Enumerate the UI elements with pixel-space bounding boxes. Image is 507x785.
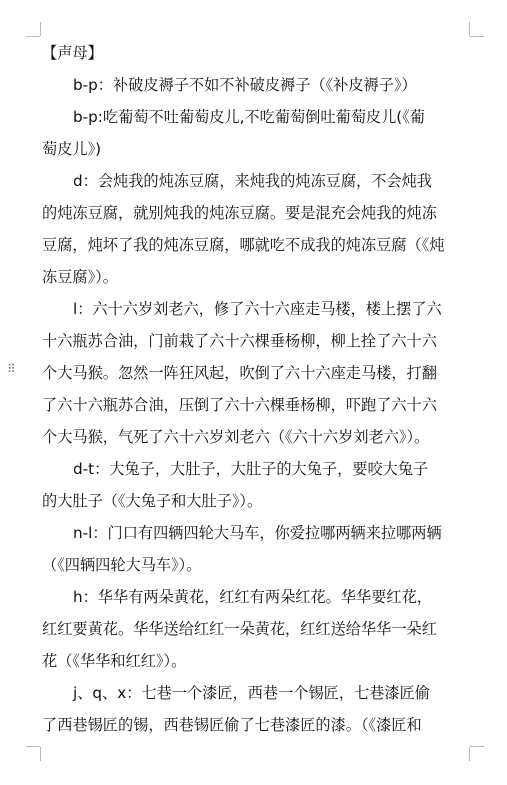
text-line: 十六瓶苏合油，门前栽了六十六棵垂杨柳，柳上拴了六十六 (42, 332, 437, 350)
text-line: 了西巷锡匠的锡，西巷锡匠偷了七巷漆匠的漆。（《漆匠和 (42, 716, 422, 734)
text-line: 红红要黄花。华华送给红红一朵黄花，红红送给华华一朵红 (42, 620, 437, 638)
text-line: 萄皮儿》) (42, 140, 102, 158)
text-line: b-p:吃葡萄不吐葡萄皮儿,不吃葡萄倒吐葡萄皮儿(《葡 (73, 108, 425, 126)
crop-mark-top-left-h (26, 36, 40, 37)
text-line: b-p：补破皮褥子不如不补破皮褥子（《补皮褥子》） (73, 76, 417, 94)
crop-mark-top-right-v (469, 22, 470, 36)
crop-mark-bottom-left-h (26, 746, 40, 747)
document-body (42, 37, 470, 741)
text-line: 的大肚子（《大兔子和大肚子》）。 (42, 492, 263, 510)
crop-mark-bottom-right-v (469, 747, 470, 761)
crop-mark-top-right-h (470, 36, 484, 37)
text-line: 了六十六瓶苏合油，压倒了六十六棵垂杨柳，吓跑了六十六 (42, 396, 437, 414)
text-line: 冻豆腐》）。 (42, 268, 118, 286)
text-line: 个大马猴，气死了六十六岁刘老六（《六十六岁刘老六》）。 (42, 428, 430, 446)
crop-mark-top-left-v (40, 22, 41, 36)
text-line: 花（《华华和红红》）。 (42, 652, 187, 670)
text-line: l：六十六岁刘老六，修了六十六座走马楼，楼上摆了六 (73, 300, 442, 318)
drag-handle-icon[interactable]: ⠿ (7, 362, 15, 376)
text-line: j、q、x：七巷一个漆匠，西巷一个锡匠，七巷漆匠偷 (73, 684, 430, 702)
text-line: 个大马猴。忽然一阵狂风起，吹倒了六十六座走马楼，打翻 (42, 364, 437, 382)
text-line: d-t：大兔子，大肚子，大肚子的大兔子，要咬大兔子 (73, 460, 429, 478)
text-line: d：会炖我的炖冻豆腐，来炖我的炖冻豆腐，不会炖我 (73, 172, 432, 190)
crop-mark-bottom-left-v (40, 747, 41, 761)
section-heading: 【声母】 (42, 44, 103, 62)
crop-mark-bottom-right-h (470, 746, 484, 747)
text-line: n-l：门口有四辆四轮大马车，你爱拉哪两辆来拉哪两辆 (73, 524, 442, 542)
text-line: h：华华有两朵黄花，红红有两朵红花。华华要红花， (73, 588, 432, 606)
text-line: 的炖冻豆腐，就别炖我的炖冻豆腐。要是混充会炖我的炖冻 (42, 204, 437, 222)
text-line: （《四辆四轮大马车》）。 (42, 556, 202, 574)
text-line: 豆腐，炖坏了我的炖冻豆腐，哪就吃不成我的炖冻豆腐（《炖 (42, 236, 445, 254)
